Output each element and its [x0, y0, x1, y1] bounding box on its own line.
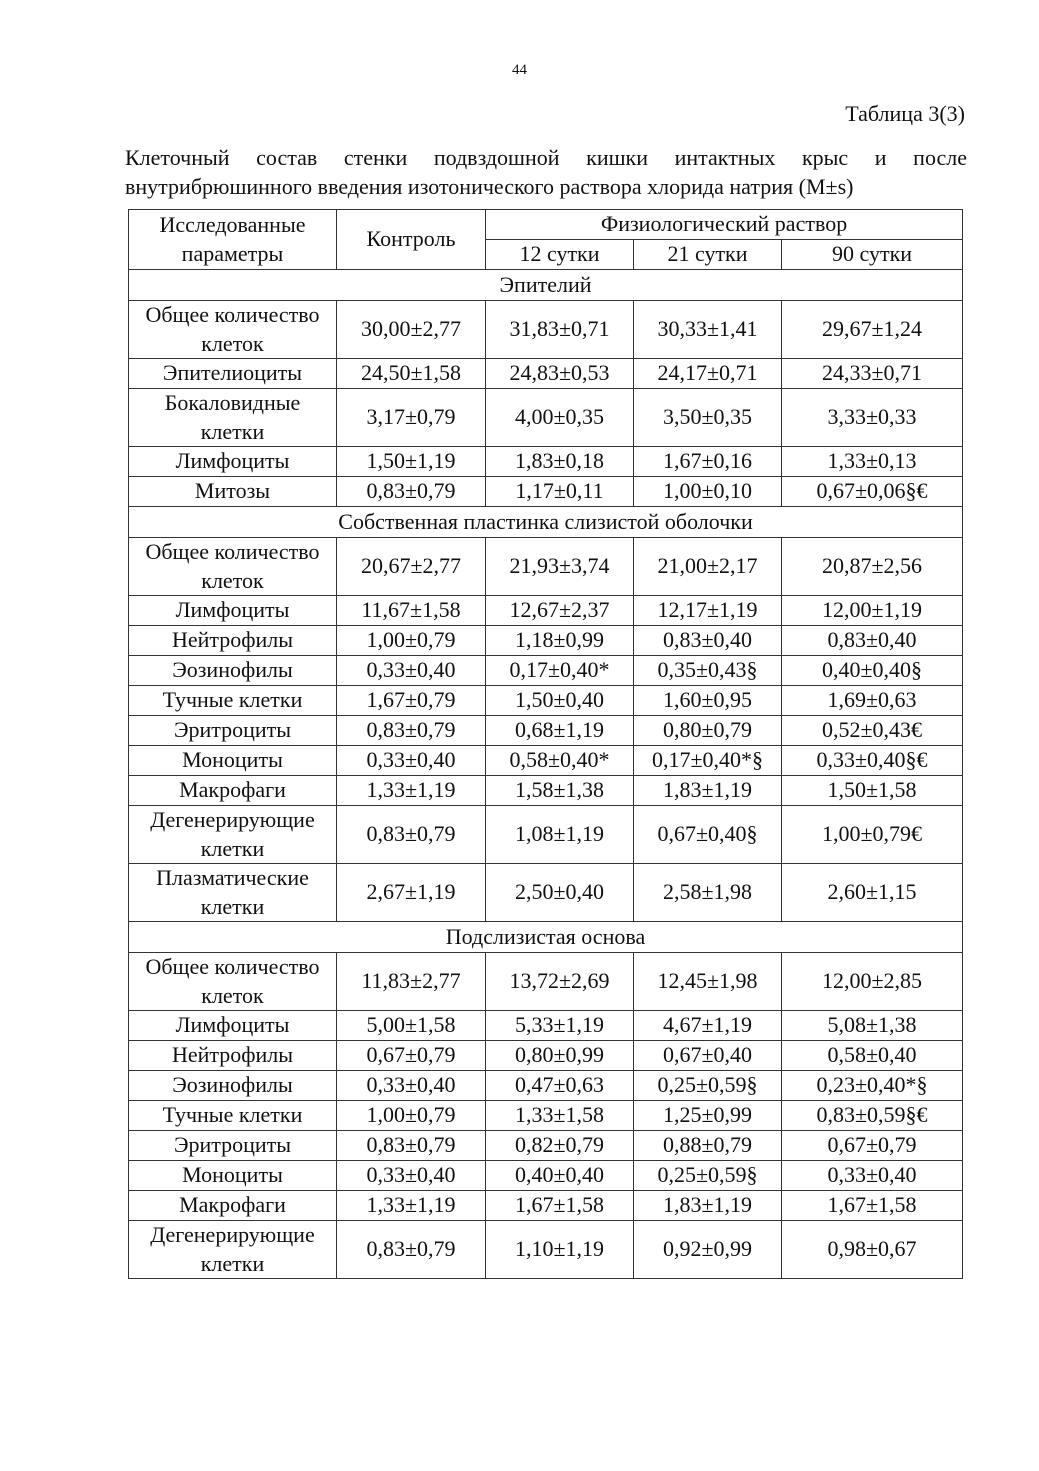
- control-cell: 0,33±0,40: [337, 746, 486, 776]
- day21-cell: 1,67±0,16: [634, 447, 782, 477]
- table-row: [129, 477, 963, 507]
- day21-cell: 0,25±0,59§: [634, 1161, 782, 1191]
- header-day12: 12 сутки: [486, 240, 634, 270]
- day90-cell: 0,23±0,40*§: [782, 1071, 963, 1101]
- param-cell: Лимфоциты: [129, 596, 337, 626]
- day12-cell: 0,82±0,79: [486, 1131, 634, 1161]
- table-row: [129, 656, 963, 686]
- day21-cell: 21,00±2,17: [634, 538, 782, 596]
- header-day90: 90 сутки: [782, 240, 963, 270]
- day21-cell: 0,35±0,43§: [634, 656, 782, 686]
- day90-cell: 20,87±2,56: [782, 538, 963, 596]
- day90-cell: 0,33±0,40§€: [782, 746, 963, 776]
- table-row: [129, 716, 963, 746]
- table-row: [129, 626, 963, 656]
- header-day21: 21 сутки: [634, 240, 782, 270]
- day90-cell: 1,69±0,63: [782, 686, 963, 716]
- table-row: [129, 746, 963, 776]
- day12-cell: 0,47±0,63: [486, 1071, 634, 1101]
- control-cell: 1,50±1,19: [337, 447, 486, 477]
- day21-cell: 0,67±0,40§: [634, 806, 782, 864]
- day12-cell: 31,83±0,71: [486, 301, 634, 359]
- control-cell: 0,33±0,40: [337, 1161, 486, 1191]
- day90-cell: 1,00±0,79€: [782, 806, 963, 864]
- day12-cell: 4,00±0,35: [486, 389, 634, 447]
- table-row: [129, 447, 963, 477]
- day21-cell: 2,58±1,98: [634, 864, 782, 922]
- day12-cell: 1,17±0,11: [486, 477, 634, 507]
- table-row: [129, 596, 963, 626]
- day21-cell: 1,83±1,19: [634, 776, 782, 806]
- control-cell: 30,00±2,77: [337, 301, 486, 359]
- day21-cell: 1,00±0,10: [634, 477, 782, 507]
- param-cell: Тучные клетки: [129, 1101, 337, 1131]
- day12-cell: 24,83±0,53: [486, 359, 634, 389]
- table-row: [129, 776, 963, 806]
- table-row: [129, 806, 963, 864]
- day21-cell: 0,80±0,79: [634, 716, 782, 746]
- header-param: Исследованные параметры: [129, 210, 337, 270]
- control-cell: 24,50±1,58: [337, 359, 486, 389]
- control-cell: 1,00±0,79: [337, 1101, 486, 1131]
- control-cell: 2,67±1,19: [337, 864, 486, 922]
- day21-cell: 0,83±0,40: [634, 626, 782, 656]
- header-control: Контроль: [337, 210, 486, 270]
- param-cell: Макрофаги: [129, 1191, 337, 1221]
- day12-cell: 0,17±0,40*: [486, 656, 634, 686]
- param-cell: Эпителиоциты: [129, 359, 337, 389]
- param-cell: Лимфоциты: [129, 447, 337, 477]
- control-cell: 1,00±0,79: [337, 626, 486, 656]
- control-cell: 11,83±2,77: [337, 953, 486, 1011]
- day21-cell: 12,45±1,98: [634, 953, 782, 1011]
- day12-cell: 1,08±1,19: [486, 806, 634, 864]
- section-title: Эпителий: [129, 270, 963, 301]
- section-row: [129, 507, 963, 538]
- table-row: [129, 1011, 963, 1041]
- param-cell: Дегенерирующие клетки: [129, 1221, 337, 1279]
- day21-cell: 0,25±0,59§: [634, 1071, 782, 1101]
- day90-cell: 12,00±2,85: [782, 953, 963, 1011]
- day21-cell: 0,67±0,40: [634, 1041, 782, 1071]
- table-row: [129, 1221, 963, 1279]
- header-row: [129, 210, 963, 240]
- table-label: Таблица 3(3): [845, 101, 965, 126]
- day21-cell: 0,17±0,40*§: [634, 746, 782, 776]
- day12-cell: 2,50±0,40: [486, 864, 634, 922]
- day12-cell: 1,50±0,40: [486, 686, 634, 716]
- day21-cell: 3,50±0,35: [634, 389, 782, 447]
- control-cell: 1,33±1,19: [337, 1191, 486, 1221]
- day21-cell: 30,33±1,41: [634, 301, 782, 359]
- table-row: [129, 1101, 963, 1131]
- day12-cell: 0,40±0,40: [486, 1161, 634, 1191]
- day90-cell: 5,08±1,38: [782, 1011, 963, 1041]
- day90-cell: 1,33±0,13: [782, 447, 963, 477]
- control-cell: 0,83±0,79: [337, 806, 486, 864]
- day12-cell: 21,93±3,74: [486, 538, 634, 596]
- table-row: [129, 953, 963, 1011]
- table-row: [129, 686, 963, 716]
- day90-cell: 0,67±0,79: [782, 1131, 963, 1161]
- param-cell: Эозинофилы: [129, 656, 337, 686]
- param-cell: Тучные клетки: [129, 686, 337, 716]
- param-cell: Моноциты: [129, 1161, 337, 1191]
- day12-cell: 0,58±0,40*: [486, 746, 634, 776]
- day90-cell: 0,33±0,40: [782, 1161, 963, 1191]
- param-cell: Общее количество клеток: [129, 301, 337, 359]
- table-row: [129, 1191, 963, 1221]
- table-row: [129, 359, 963, 389]
- control-cell: 0,67±0,79: [337, 1041, 486, 1071]
- day90-cell: 29,67±1,24: [782, 301, 963, 359]
- section-row: [129, 922, 963, 953]
- param-cell: Нейтрофилы: [129, 1041, 337, 1071]
- page-number: 44: [512, 62, 527, 78]
- control-cell: 0,83±0,79: [337, 477, 486, 507]
- header-group: Физиологический раствор: [486, 210, 963, 240]
- control-cell: 0,83±0,79: [337, 1131, 486, 1161]
- param-cell: Митозы: [129, 477, 337, 507]
- table-caption: Клеточный состав стенки подвздошной кишки интактных крыс и после внутрибрюшинного введения изотонического раствора хлорида натрия (M±s): [125, 145, 967, 199]
- day90-cell: 0,67±0,06§€: [782, 477, 963, 507]
- data-table: [128, 209, 963, 1279]
- table-row: [129, 301, 963, 359]
- day21-cell: 1,83±1,19: [634, 1191, 782, 1221]
- control-cell: 3,17±0,79: [337, 389, 486, 447]
- param-cell: Эозинофилы: [129, 1071, 337, 1101]
- param-cell: Плазматические клетки: [129, 864, 337, 922]
- day90-cell: 12,00±1,19: [782, 596, 963, 626]
- day90-cell: 1,50±1,58: [782, 776, 963, 806]
- control-cell: 5,00±1,58: [337, 1011, 486, 1041]
- day90-cell: 24,33±0,71: [782, 359, 963, 389]
- day90-cell: 0,58±0,40: [782, 1041, 963, 1071]
- day90-cell: 0,52±0,43€: [782, 716, 963, 746]
- table-row: [129, 389, 963, 447]
- day90-cell: 1,67±1,58: [782, 1191, 963, 1221]
- table-row: [129, 864, 963, 922]
- param-cell: Макрофаги: [129, 776, 337, 806]
- control-cell: 0,83±0,79: [337, 1221, 486, 1279]
- control-cell: 1,67±0,79: [337, 686, 486, 716]
- day12-cell: 1,18±0,99: [486, 626, 634, 656]
- day12-cell: 1,33±1,58: [486, 1101, 634, 1131]
- day21-cell: 4,67±1,19: [634, 1011, 782, 1041]
- day12-cell: 12,67±2,37: [486, 596, 634, 626]
- day12-cell: 1,67±1,58: [486, 1191, 634, 1221]
- day21-cell: 0,88±0,79: [634, 1131, 782, 1161]
- day12-cell: 1,58±1,38: [486, 776, 634, 806]
- day12-cell: 1,83±0,18: [486, 447, 634, 477]
- param-cell: Бокаловидные клетки: [129, 389, 337, 447]
- day21-cell: 24,17±0,71: [634, 359, 782, 389]
- table-row: [129, 1131, 963, 1161]
- control-cell: 0,83±0,79: [337, 716, 486, 746]
- param-cell: Эритроциты: [129, 716, 337, 746]
- param-cell: Эритроциты: [129, 1131, 337, 1161]
- table-row: [129, 538, 963, 596]
- day90-cell: 0,83±0,40: [782, 626, 963, 656]
- day90-cell: 0,40±0,40§: [782, 656, 963, 686]
- control-cell: 0,33±0,40: [337, 656, 486, 686]
- table-row: [129, 1071, 963, 1101]
- day12-cell: 1,10±1,19: [486, 1221, 634, 1279]
- control-cell: 1,33±1,19: [337, 776, 486, 806]
- day90-cell: 0,98±0,67: [782, 1221, 963, 1279]
- param-cell: Моноциты: [129, 746, 337, 776]
- param-cell: Общее количество клеток: [129, 538, 337, 596]
- day12-cell: 5,33±1,19: [486, 1011, 634, 1041]
- param-cell: Дегенерирующие клетки: [129, 806, 337, 864]
- day21-cell: 1,25±0,99: [634, 1101, 782, 1131]
- day90-cell: 3,33±0,33: [782, 389, 963, 447]
- day21-cell: 12,17±1,19: [634, 596, 782, 626]
- control-cell: 11,67±1,58: [337, 596, 486, 626]
- param-cell: Нейтрофилы: [129, 626, 337, 656]
- control-cell: 20,67±2,77: [337, 538, 486, 596]
- section-row: [129, 270, 963, 301]
- control-cell: 0,33±0,40: [337, 1071, 486, 1101]
- table-row: [129, 1161, 963, 1191]
- section-title: Собственная пластинка слизистой оболочки: [129, 507, 963, 538]
- day21-cell: 1,60±0,95: [634, 686, 782, 716]
- day12-cell: 13,72±2,69: [486, 953, 634, 1011]
- day12-cell: 0,80±0,99: [486, 1041, 634, 1071]
- table-row: [129, 1041, 963, 1071]
- param-cell: Общее количество клеток: [129, 953, 337, 1011]
- day12-cell: 0,68±1,19: [486, 716, 634, 746]
- param-cell: Лимфоциты: [129, 1011, 337, 1041]
- day21-cell: 0,92±0,99: [634, 1221, 782, 1279]
- day90-cell: 0,83±0,59§€: [782, 1101, 963, 1131]
- day90-cell: 2,60±1,15: [782, 864, 963, 922]
- section-title: Подслизистая основа: [129, 922, 963, 953]
